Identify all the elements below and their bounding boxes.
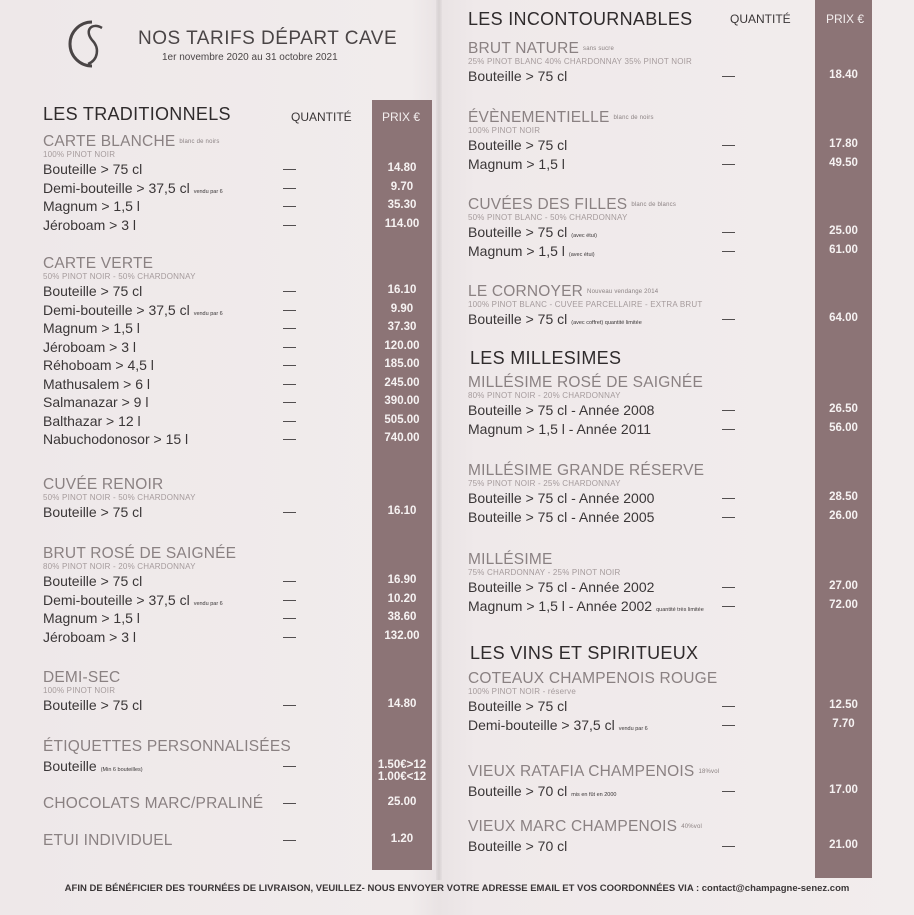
product-name-text: DEMI-SEC (43, 669, 121, 686)
row-note: (avec étui) (571, 233, 597, 239)
row-note: vendu par 6 (193, 310, 223, 317)
footer-contact-notice: AFIN DE BÉNÉFICIER DES TOURNÉES DE LIVRAISON, VEUILLEZ- NOUS ENVOYER VOTRE ADRESSE EMAIL ET VOS COORDONNÉES VIA : contact@champagne-senez.com (64, 883, 850, 894)
row-price: 25.00 (829, 225, 858, 237)
row-label (468, 490, 654, 506)
row-note: vendu par 6 (193, 600, 223, 607)
row-label (468, 137, 567, 153)
quantity-field: — (283, 610, 296, 625)
table-row (43, 832, 463, 850)
product-tag: 18%vol (698, 768, 720, 775)
row-label (468, 838, 567, 854)
table-row (468, 579, 888, 597)
table-row (468, 68, 888, 86)
quantity-field: — (283, 283, 296, 298)
product-grape-blend: 100% PINOT NOIR (468, 126, 541, 135)
table-row (43, 376, 463, 394)
table-row (43, 795, 463, 813)
table-row (43, 283, 463, 301)
table-row (43, 592, 463, 610)
quantity-field: — (283, 338, 296, 354)
table-row (468, 717, 888, 735)
row-price: 14.80 (387, 162, 417, 174)
row-label (468, 698, 567, 714)
row-note: (avec coffret) quantité limitée (571, 320, 642, 326)
product-grape-blend: 25% PINOT BLANC 40% CHARDONNAY 35% PINOT NOIR (468, 57, 693, 66)
quantity-field: — (283, 320, 296, 335)
product-name-text: LE CORNOYER (468, 283, 584, 300)
row-price: 120.00 (384, 339, 420, 352)
row-label-text: Magnum > 1,5 l (43, 320, 140, 336)
row-price: 72.00 (829, 598, 858, 611)
quantity-field: — (722, 716, 735, 732)
product-name-text: CARTE BLANCHE (43, 133, 176, 150)
row-label-text: Magnum > 1,5 l (43, 610, 140, 626)
quantity-field: — (722, 402, 735, 417)
table-row (468, 137, 888, 155)
table-row (43, 629, 463, 647)
row-label (468, 579, 654, 595)
right-qty-header: QUANTITÉ (730, 12, 791, 26)
row-price: 56.00 (829, 421, 858, 434)
product-name-text: MILLÉSIME GRANDE RÉSERVE (468, 462, 705, 479)
quantity-field: — (283, 795, 296, 810)
quantity-field: — (283, 216, 296, 232)
row-label-text: Bouteille (43, 758, 97, 774)
quantity-field: — (722, 137, 735, 152)
row-label (43, 413, 141, 429)
row-label (468, 509, 654, 525)
quantity-field: — (722, 508, 735, 524)
table-row (468, 311, 888, 329)
product-name (468, 283, 658, 301)
row-label (43, 697, 142, 713)
left-price-header: PRIX € (382, 110, 421, 124)
row-price: 132.00 (384, 629, 420, 642)
table-row (468, 783, 888, 801)
section-traditionnels: LES TRADITIONNELS (43, 104, 231, 124)
row-label (43, 283, 142, 299)
row-price: 10.20 (387, 592, 417, 605)
row-price: 14.80 (387, 698, 417, 710)
row-label-text: Balthazar > 12 l (43, 412, 141, 429)
quantity-field: — (722, 311, 735, 326)
row-label-text: Bouteille > 75 cl - Année 2008 (468, 402, 655, 418)
row-price: 17.00 (829, 784, 858, 796)
row-label-text: Bouteille > 75 cl (468, 224, 568, 240)
row-label (468, 783, 617, 799)
product-name-text: VIEUX RATAFIA CHAMPENOIS (468, 763, 695, 780)
table-row (468, 224, 888, 242)
table-row (468, 421, 888, 439)
product-name-text: ÉVÈNEMENTIELLE (468, 109, 610, 126)
table-row (43, 198, 463, 216)
row-label (468, 421, 651, 437)
row-label-text: Bouteille > 75 cl (43, 504, 143, 520)
product-name (43, 669, 120, 687)
row-price: 27.00 (829, 580, 858, 592)
row-label (43, 339, 136, 355)
row-label (468, 156, 565, 172)
row-label-text: Bouteille > 75 cl (43, 283, 143, 299)
quantity-field: — (722, 698, 735, 713)
table-row (43, 394, 463, 412)
table-row (43, 302, 463, 320)
row-label-text: Demi-bouteille > 37,5 cl (43, 591, 190, 608)
row-note: (avec étui) (568, 251, 595, 258)
row-price: 25.00 (387, 796, 417, 808)
row-label (43, 357, 154, 373)
quantity-field: — (283, 832, 296, 847)
quantity-field: — (283, 431, 296, 446)
row-label (43, 394, 148, 410)
row-label-text: Demi-bouteille > 37,5 cl (43, 179, 190, 196)
row-label (43, 629, 136, 645)
table-row (468, 598, 888, 616)
product-name (43, 133, 220, 151)
row-label-text: Bouteille > 75 cl (468, 137, 568, 153)
product-name-text: CUVÉE RENOIR (43, 476, 164, 493)
product-tag: Nouveau vendange 2014 (587, 288, 659, 295)
row-price: 114.00 (384, 217, 420, 230)
product-tag: blanc de blancs (631, 201, 677, 208)
cs-logo-icon (62, 14, 118, 74)
table-row (43, 413, 463, 431)
product-name-text: MILLÉSIME (468, 551, 553, 568)
row-price: 37.30 (387, 321, 417, 333)
row-label (468, 598, 704, 614)
product-name (468, 670, 717, 688)
row-note: vendu par 6 (618, 725, 648, 732)
row-label (468, 402, 654, 418)
quantity-field: — (722, 155, 735, 171)
right-price-column-band (815, 0, 872, 878)
row-label (468, 224, 597, 240)
row-label-text: Demi-bouteille > 37,5 cl (43, 301, 190, 318)
row-price: 12.50 (829, 699, 858, 711)
table-row (43, 573, 463, 591)
row-label-text: Bouteille > 75 cl (43, 161, 143, 177)
row-label-text: Magnum > 1,5 l (468, 242, 565, 259)
row-price: 505.00 (384, 413, 420, 426)
quantity-field: — (283, 697, 296, 712)
section-vins-spiritueux: LES VINS ET SPIRITUEUX (470, 643, 699, 663)
quantity-field: — (283, 301, 296, 317)
row-price: 7.70 (832, 717, 855, 730)
page-title: NOS TARIFS DÉPART CAVE (138, 28, 398, 49)
table-row (468, 156, 888, 174)
row-price: 1.50€>12 (377, 759, 427, 771)
product-name-text: ÉTIQUETTES PERSONNALISÉES (43, 738, 291, 755)
product-name-text: CHOCOLATS MARC/PRALINÉ (43, 795, 264, 812)
row-label-text: Magnum > 1,5 l (43, 198, 140, 214)
product-name (468, 374, 703, 392)
product-grape-blend: 75% PINOT NOIR - 25% CHARDONNAY (468, 479, 621, 488)
quantity-field: — (722, 490, 735, 505)
row-label-text: Bouteille > 75 cl (468, 68, 568, 84)
row-label-text: Nabuchodonosor > 15 l (43, 431, 189, 447)
quantity-field: — (283, 628, 296, 644)
row-note: mis en fût en 2000 (571, 792, 617, 798)
row-label (43, 302, 223, 318)
product-grape-blend: 75% CHARDONNAY - 25% PINOT NOIR (468, 568, 621, 577)
row-price: 390.00 (384, 395, 420, 407)
quantity-field: — (283, 179, 296, 195)
table-row (43, 758, 463, 783)
row-price: 245.00 (384, 376, 420, 389)
row-price: 49.50 (829, 156, 858, 169)
product-name (43, 255, 153, 273)
row-price-secondary: 1.00€<12 (377, 771, 427, 783)
row-label-text: Bouteille > 75 cl - Année 2005 (468, 508, 655, 525)
table-row (43, 697, 463, 715)
row-price: 18.40 (829, 69, 858, 81)
table-row (468, 402, 888, 420)
row-price: 16.10 (387, 505, 417, 517)
quantity-field: — (722, 597, 735, 613)
row-price: 28.50 (829, 491, 858, 503)
row-price: 9.70 (390, 180, 414, 193)
table-row (468, 838, 888, 856)
quantity-field: — (283, 573, 296, 588)
section-incontournables: LES INCONTOURNABLES (468, 9, 693, 29)
quantity-field: — (722, 579, 735, 594)
row-price: 9.90 (390, 302, 414, 315)
row-price: 740.00 (384, 432, 420, 444)
product-grape-blend: 100% PINOT BLANC - CUVEE PARCELLAIRE - EXTRA BRUT (468, 300, 703, 309)
table-row (43, 610, 463, 628)
product-name (468, 551, 553, 569)
row-label-text: Jéroboam > 3 l (43, 338, 136, 355)
row-label (468, 311, 642, 327)
table-row (43, 320, 463, 338)
row-label (43, 758, 143, 774)
product-name-text: MILLÉSIME ROSÉ DE SAIGNÉE (468, 374, 703, 391)
product-name-text: CARTE VERTE (43, 255, 154, 272)
product-name (468, 818, 702, 836)
table-row (43, 180, 463, 198)
row-label (43, 504, 142, 520)
row-label-text: Réhoboam > 4,5 l (43, 357, 154, 373)
row-label (43, 592, 223, 608)
row-label-text: Bouteille > 75 cl (468, 311, 568, 327)
row-label-text: Jéroboam > 3 l (43, 216, 136, 233)
quantity-field: — (722, 242, 735, 258)
quantity-field: — (283, 412, 296, 428)
row-label (43, 320, 140, 336)
product-name-text: BRUT NATURE (468, 40, 579, 57)
quantity-field: — (283, 394, 296, 409)
product-grape-blend: 50% PINOT NOIR - 50% CHARDONNAY (43, 272, 196, 281)
table-row (468, 509, 888, 527)
row-label-text: Demi-bouteille > 37,5 cl (468, 716, 615, 733)
product-name (43, 476, 163, 494)
right-price-header: PRIX € (826, 12, 865, 26)
row-label (43, 376, 150, 392)
product-grape-blend: 80% PINOT NOIR - 20% CHARDONNAY (43, 562, 196, 571)
product-name-text: ETUI INDIVIDUEL (43, 832, 173, 849)
row-label-text: Bouteille > 75 cl - Année 2000 (468, 490, 655, 506)
table-row (43, 431, 463, 449)
row-label-text: Bouteille > 75 cl - Année 2002 (468, 579, 655, 595)
table-row (468, 698, 888, 716)
product-name-text: COTEAUX CHAMPENOIS ROUGE (468, 670, 718, 687)
row-label (468, 243, 595, 259)
product-tag: blanc de noirs (613, 114, 654, 121)
quantity-field: — (722, 224, 735, 239)
row-price: 16.90 (387, 574, 417, 586)
product-grape-blend: 100% PINOT NOIR (43, 686, 116, 695)
row-label-text: Mathusalem > 6 l (43, 375, 150, 392)
table-row (43, 217, 463, 235)
row-label-text: Jéroboam > 3 l (43, 628, 136, 645)
row-label-text: Bouteille > 75 cl (468, 698, 568, 714)
product-name (468, 763, 719, 781)
row-label (43, 161, 142, 177)
table-row (43, 161, 463, 179)
product-name (468, 40, 614, 58)
row-label (43, 610, 140, 626)
row-label (468, 717, 648, 733)
row-price: 185.00 (384, 358, 420, 370)
row-label (43, 573, 142, 589)
row-label (43, 217, 136, 233)
product-name (43, 545, 236, 563)
product-name (43, 738, 291, 756)
quantity-field: — (283, 758, 296, 773)
product-name-text: VIEUX MARC CHAMPENOIS (468, 818, 678, 835)
quantity-field: — (722, 838, 735, 853)
row-price: 61.00 (829, 243, 858, 256)
product-name-text: CUVÉES DES FILLES (468, 196, 628, 213)
product-name (468, 196, 676, 214)
product-name (468, 462, 704, 480)
table-row (468, 490, 888, 508)
product-name-text: BRUT ROSÉ DE SAIGNÉE (43, 545, 237, 562)
row-note: (Min 6 bouteilles) (100, 767, 143, 773)
row-label-text: Salmanazar > 9 l (43, 394, 149, 410)
row-label-text: Bouteille > 75 cl (43, 573, 143, 589)
row-label-text: Magnum > 1,5 l - Année 2002 (468, 597, 653, 614)
quantity-field: — (283, 591, 296, 607)
table-row (43, 357, 463, 375)
product-tag: blanc de noirs (179, 138, 220, 145)
product-tag: 40%vol (681, 823, 703, 830)
product-tag: sans sucre (583, 45, 615, 52)
table-row (468, 243, 888, 261)
quantity-field: — (722, 68, 735, 83)
row-label-text: Magnum > 1,5 l - Année 2011 (468, 420, 652, 437)
product-grape-blend: 100% PINOT NOIR - réserve (468, 687, 576, 696)
product-grape-blend: 80% PINOT NOIR - 20% CHARDONNAY (468, 391, 621, 400)
row-price: 16.10 (387, 284, 417, 296)
row-label-text: Bouteille > 75 cl (43, 697, 143, 713)
row-label-text: Bouteille > 70 cl (468, 783, 568, 799)
row-label-text: Magnum > 1,5 l (468, 155, 565, 172)
row-price: 1.20 (390, 833, 414, 845)
row-label (468, 68, 567, 84)
row-price: 17.80 (829, 138, 858, 150)
left-qty-header: QUANTITÉ (291, 110, 352, 124)
row-price: 26.50 (829, 403, 858, 415)
quantity-field: — (722, 783, 735, 798)
table-row (43, 504, 463, 522)
quantity-field: — (283, 357, 296, 372)
row-note: quantité très limitée (656, 606, 704, 613)
quantity-field: — (283, 375, 296, 391)
product-grape-blend: 50% PINOT NOIR - 50% CHARDONNAY (43, 493, 196, 502)
row-label (43, 180, 223, 196)
row-price: 26.00 (829, 509, 858, 522)
row-price: 38.60 (387, 611, 417, 623)
row-price: 64.00 (829, 312, 858, 324)
row-label-text: Bouteille > 70 cl (468, 838, 568, 854)
quantity-field: — (283, 161, 296, 176)
row-note: vendu par 6 (193, 188, 223, 195)
row-price: 35.30 (387, 199, 417, 211)
product-name (468, 109, 654, 127)
validity-period: 1er novembre 2020 au 31 octobre 2021 (162, 52, 338, 63)
section-millesimes: LES MILLESIMES (470, 348, 622, 368)
row-label (43, 431, 188, 447)
table-row (43, 339, 463, 357)
quantity-field: — (283, 198, 296, 213)
row-price: 21.00 (829, 839, 858, 851)
quantity-field: — (722, 420, 735, 436)
product-grape-blend: 100% PINOT NOIR (43, 150, 116, 159)
row-label (43, 198, 140, 214)
product-grape-blend: 50% PINOT BLANC - 50% CHARDONNAY (468, 213, 628, 222)
quantity-field: — (283, 504, 296, 519)
